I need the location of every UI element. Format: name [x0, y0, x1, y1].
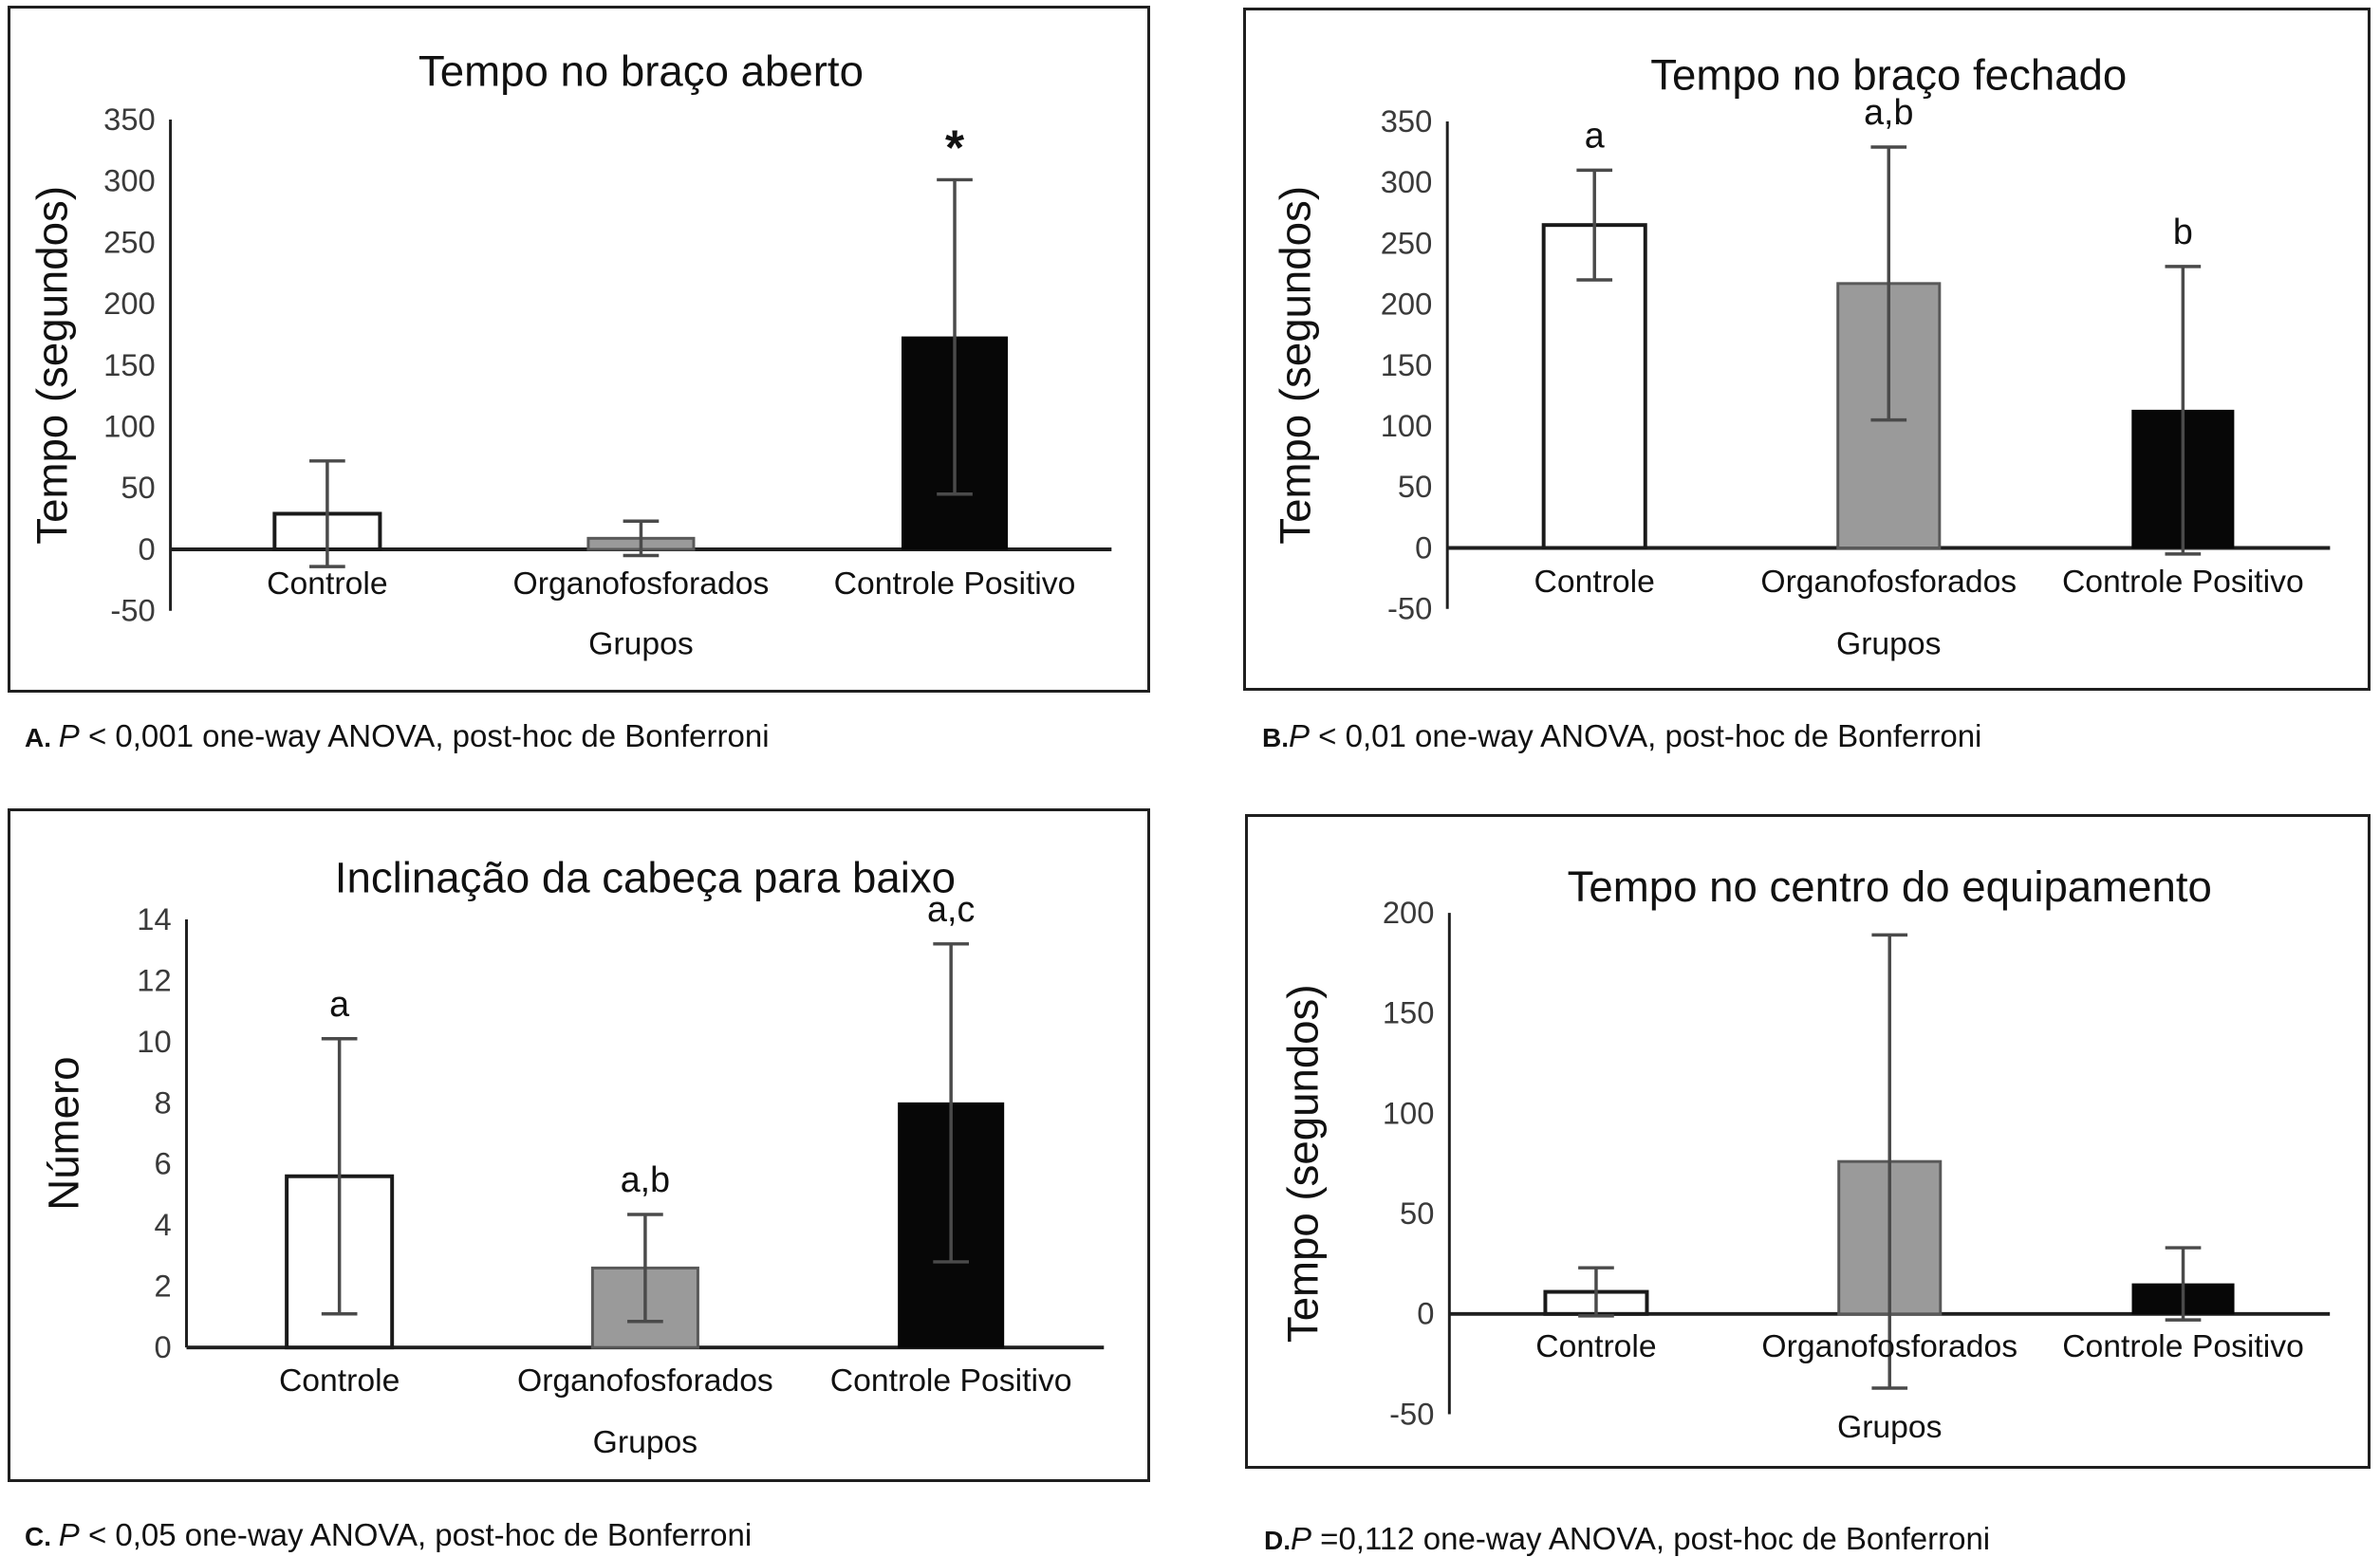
y-tick-label: 50 — [1400, 1196, 1435, 1232]
significance-annotation: a — [329, 983, 350, 1024]
caption-d — [1264, 1520, 1990, 1557]
significance-annotation: a,b — [1864, 92, 1914, 133]
category-label: Controle Positivo — [2062, 1328, 2304, 1365]
caption-c-label: C. — [25, 1522, 59, 1551]
chart-title: Inclinação da cabeça para baixo — [334, 853, 956, 902]
panel-a — [8, 6, 1150, 693]
x-axis-label: Grupos — [592, 1424, 698, 1461]
chart-a-svg — [10, 9, 1147, 690]
y-tick-label: 250 — [103, 224, 156, 260]
significance-annotation: * — [944, 120, 965, 176]
y-axis-label: Tempo (segundos) — [1271, 185, 1320, 545]
significance-annotation: a,b — [620, 1159, 671, 1200]
y-tick-label: 0 — [154, 1329, 172, 1365]
category-label: Controle Positivo — [829, 1362, 1072, 1399]
category-label: Controle Positivo — [833, 565, 1076, 602]
y-tick-label: 350 — [103, 101, 156, 137]
y-tick-label: 100 — [103, 408, 156, 444]
y-tick-label: 100 — [1382, 1095, 1435, 1131]
y-tick-label: 300 — [103, 162, 156, 198]
category-label: Organofosforados — [512, 565, 770, 602]
y-tick-label: 14 — [137, 900, 172, 936]
y-tick-label: 8 — [154, 1084, 172, 1121]
y-axis-label: Tempo (segundos) — [1278, 984, 1328, 1344]
y-tick-label: 150 — [1382, 994, 1435, 1030]
category-label: Organofosforados — [517, 1362, 773, 1399]
y-tick-label: 200 — [1382, 895, 1435, 931]
y-tick-label: 200 — [1380, 286, 1433, 322]
caption-d-text: =0,112 one-way ANOVA, post-hoc de Bonferroni — [1311, 1521, 1991, 1556]
caption-b-label: B. — [1262, 723, 1289, 752]
x-axis-label: Grupos — [1836, 625, 1942, 662]
y-tick-label: 350 — [1380, 102, 1433, 139]
y-tick-label: 150 — [103, 346, 156, 382]
chart-title: Tempo no centro do equipamento — [1567, 862, 2212, 912]
caption-c-text: < 0,05 one-way ANOVA, post-hoc de Bonferroni — [79, 1517, 753, 1552]
y-tick-label: 150 — [1380, 346, 1433, 382]
caption-d-p: P — [1291, 1521, 1312, 1556]
chart-b-svg — [1246, 10, 2368, 688]
x-axis-label: Grupos — [588, 625, 694, 662]
panel-d — [1245, 814, 2371, 1469]
y-tick-label: 0 — [1415, 529, 1433, 565]
caption-a-label: A. — [25, 723, 59, 752]
x-axis-label: Grupos — [1837, 1409, 1943, 1446]
y-tick-label: 200 — [103, 286, 156, 322]
y-axis-label: Número — [39, 1056, 88, 1211]
category-label: Controle — [267, 565, 388, 602]
category-label: Controle Positivo — [2061, 563, 2304, 600]
y-tick-label: 2 — [154, 1268, 172, 1304]
y-tick-label: 10 — [137, 1023, 172, 1059]
category-label: Organofosforados — [1760, 563, 2017, 600]
y-tick-label: -50 — [1387, 590, 1433, 626]
y-tick-label: 250 — [1380, 225, 1433, 261]
y-tick-label: 50 — [1397, 469, 1433, 505]
chart-title: Tempo no braço fechado — [1650, 50, 2128, 100]
significance-annotation: a,c — [927, 889, 976, 930]
caption-a-text: < 0,001 one-way ANOVA, post-hoc de Bonferroni — [79, 718, 770, 753]
significance-annotation: a — [1584, 115, 1605, 156]
caption-c-p: P — [58, 1517, 80, 1552]
y-tick-label: 300 — [1380, 164, 1433, 200]
category-label: Organofosforados — [1761, 1328, 2018, 1365]
caption-d-label: D. — [1264, 1526, 1291, 1555]
caption-a-p: P — [58, 718, 80, 753]
y-tick-label: 100 — [1380, 407, 1433, 443]
chart-d-svg — [1248, 817, 2368, 1466]
y-tick-label: 0 — [138, 530, 156, 566]
caption-a — [25, 717, 770, 755]
caption-b-text: < 0,01 one-way ANOVA, post-hoc de Bonferroni — [1310, 718, 1982, 753]
y-tick-label: 0 — [1417, 1295, 1435, 1331]
significance-annotation: b — [2172, 212, 2193, 252]
category-label: Controle — [278, 1362, 400, 1399]
y-axis-label: Tempo (segundos) — [28, 185, 77, 545]
chart-c-svg — [10, 811, 1147, 1479]
y-tick-label: 4 — [154, 1207, 172, 1243]
category-label: Controle — [1534, 563, 1655, 600]
y-tick-label: -50 — [110, 592, 156, 628]
y-tick-label: 50 — [121, 470, 156, 506]
y-tick-label: 12 — [137, 962, 172, 998]
caption-c — [25, 1516, 752, 1554]
panel-c — [8, 808, 1150, 1482]
caption-b — [1262, 717, 1981, 755]
caption-b-p: P — [1289, 718, 1311, 753]
y-tick-label: 6 — [154, 1145, 172, 1181]
chart-title: Tempo no braço aberto — [418, 46, 864, 96]
category-label: Controle — [1535, 1328, 1657, 1365]
y-tick-label: -50 — [1389, 1396, 1435, 1432]
panel-b — [1243, 8, 2371, 691]
